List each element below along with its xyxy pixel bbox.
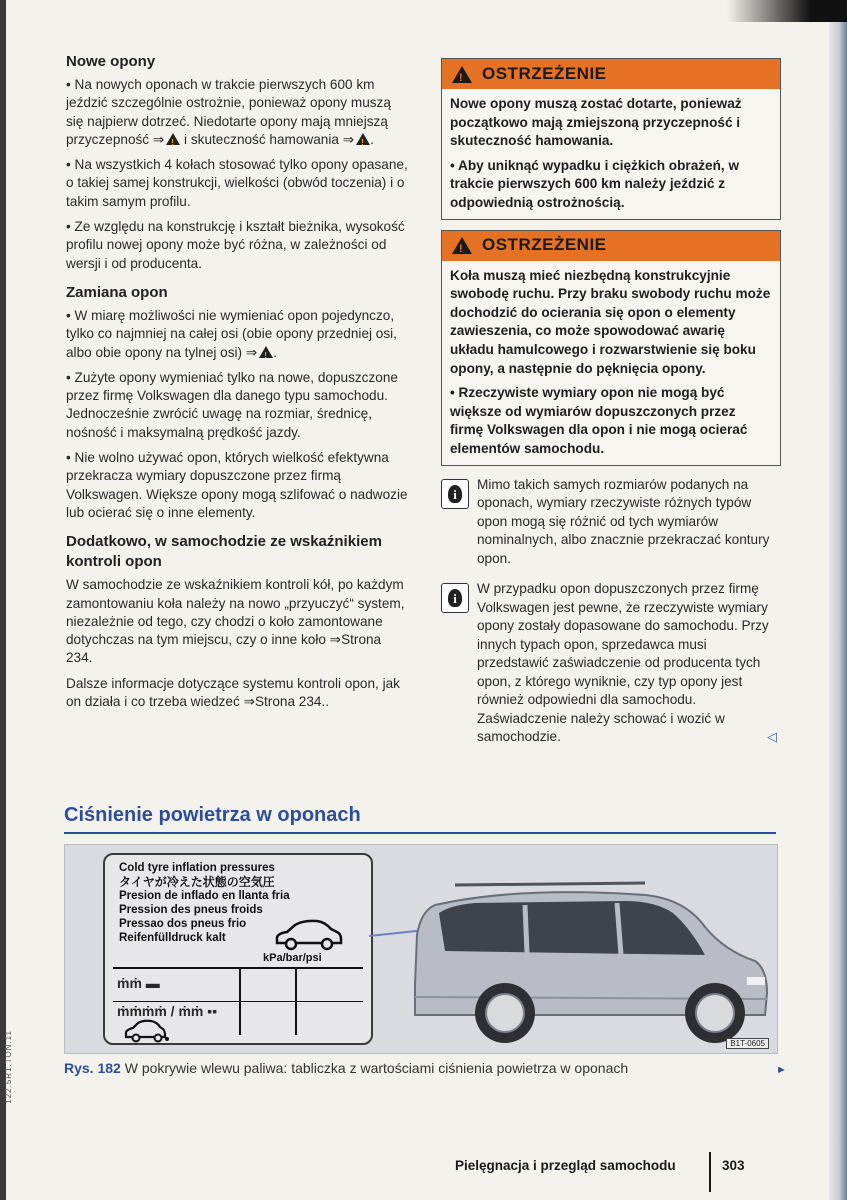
warning-triangle-icon: [452, 237, 472, 254]
car-illustration: [395, 865, 775, 1045]
section-title: Ciśnienie powietrza w oponach: [64, 804, 361, 826]
footer-chapter-title: Pielęgnacja i przegląd samochodu: [455, 1158, 676, 1173]
paragraph: Dalsze informacje dotyczące systemu kontroli opon, jak on działa i co trzeba wiedzeć ⇒Strona 234..: [66, 675, 400, 710]
heading-new-tyres: Nowe opony: [66, 53, 156, 70]
paragraph: • Ze względu na konstrukcję i kształt bieżnika, wysokość profilu nowej opony może być różna, w zależności od wersji i od producenta.: [66, 219, 405, 271]
paragraph: • Nie wolno używać opon, których wielkość efektywna przekracza wymiary dopuszczone przez firmą Volkswagen. Większe opony mogą szlifować o nadwozie lub ocierać się o inne elementy.: [66, 450, 408, 520]
warning-box-2: [441, 230, 781, 466]
info-box-1: [441, 476, 781, 569]
page-number: 303: [722, 1158, 745, 1173]
figure-tyre-pressure: [64, 844, 778, 1054]
warning-header: ! OSTRZEŻENIE: [442, 231, 780, 261]
warning-text: Koła muszą mieć niezbędną konstrukcyjnie swobodę ruchu. Przy braku swobody ruchu może dochodzić do ocierania się opon o elementy zawieszenia, co może spowodować awarię układu hamulcowego i rozwarstwienie się boku opony, a następnie do pęknięcia opony.: [450, 267, 771, 376]
page-edge: [829, 0, 847, 1200]
figure-number: Rys. 182: [64, 1060, 121, 1076]
label-text: Cold tyre inflation pressures タイヤが冷えた状態の空気圧 Presion de inflado en llanta fria Pression des pneus froids Pressao dos pneus frio Reifenfülldruck kalt: [119, 862, 290, 944]
warning-body: [442, 261, 780, 465]
warning-text: Nowe opony muszą zostać dotarte, ponieważ początkowo mają zmiejszoną przyczepność i skuteczność hamowania.: [450, 96, 742, 149]
info-text: W przypadku opon dopuszczonych przez firmę Volkswagen jest pewne, że rzeczywiste wymiary opony zostały dopasowane do samochodu. Przy innych typach opon, sprzedawca musi przedstawić zaświadczenie od producenta tych opon, z którego wyniknie, czy typ opony jest również odpowiedni dla samochodu. Zaświadczenie należy schować i wozić w samochodzie.: [477, 581, 769, 744]
paragraph: • W miarę możliwości nie wymieniać opon pojedynczo, tylko co najmniej na całej osi (obie opony przedniej osi, albo obie opony na tylnej osi) ⇒! .: [66, 307, 411, 362]
heading-tyre-monitor: Dodatkowo, w samochodzie ze wskaźnikiem kontroli opon: [66, 533, 382, 571]
load-light-icon: ṁṁ ▬: [117, 975, 160, 991]
warning-box-1: [441, 58, 781, 220]
table-rule: [113, 967, 363, 969]
right-column: [441, 58, 781, 759]
warning-text: • Aby uniknąć wypadku i ciężkich obrażeń, w trakcie pierwszych 600 km należy jeździć z odpowiednią ostrożnością.: [450, 157, 740, 210]
paragraph: • Zużyte opony wymieniać tylko na nowe, dopuszczone przez firmę Volkswagen dla danego typu samochodu. Jednocześnie zwrócić uwagę na rozmiar, średnicę, nośność i maksymalną prędkość jazdy.: [66, 369, 398, 440]
table-rule: [295, 967, 297, 1035]
warning-header: ! OSTRZEŻENIE: [442, 59, 780, 89]
warning-triangle-icon: [452, 66, 472, 83]
info-icon: i: [441, 583, 469, 613]
eco-car-icon: [123, 1019, 169, 1043]
section-divider: [64, 832, 776, 834]
next-arrow-icon[interactable]: ►: [776, 1064, 787, 1076]
side-code: 122.5R1.TON.11: [4, 1030, 13, 1104]
footer-divider: [709, 1152, 711, 1192]
car-outline-icon: [273, 917, 343, 951]
left-column: [66, 52, 411, 718]
info-box-2: [441, 580, 781, 747]
info-text: Mimo takich samych rozmiarów podanych na oponach, wymiary rzeczywiste różnych typów opon mogą się różnić od tych wymiarów nominalnych, albo znacznie przekraczać kontury opon.: [477, 476, 770, 566]
warning-icon: [166, 133, 180, 145]
paragraph: • Na nowych oponach w trakcie pierwszych 600 km jeździć szczególnie ostrożnie, ponieważ opony muszą się najpierw dotrzeć. Niedotarte opony mają mniejszą przyczepność ⇒! i skuteczność hamowania ⇒! .: [66, 76, 411, 149]
warning-text: • Rzeczywiste wymiary opon nie mogą być większe od wymiarów dopuszczonych przez firmę Volkswagen dla opon i nie mogą ocierać elementów samochodu.: [450, 385, 748, 456]
table-rule: [239, 967, 241, 1035]
figure-caption: Rys. 182 W pokrywie wlewu paliwa: tabliczka z wartościami ciśnienia powietrza w oponach: [64, 1060, 629, 1076]
load-full-icon: ṁṁṁṁ / ṁṁ ▪▪: [117, 1003, 218, 1019]
info-icon: i: [441, 479, 469, 509]
paragraph: W samochodzie ze wskaźnikiem kontroli kół, po każdym zamontowaniu koła należy na nowo „przyuczyć“ system, niezależnie od tego, czy chodzi o koło zamontowane dotychczas na tym miejscu, czy o inne koło ⇒Strona 234.: [66, 577, 405, 666]
warning-body: [442, 89, 780, 219]
page-corner-shadow: [727, 0, 847, 22]
table-rule: [113, 1001, 363, 1002]
heading-tyre-change: Zamiana opon: [66, 283, 168, 301]
back-arrow-icon[interactable]: ◁: [767, 729, 777, 744]
page-binding: [0, 0, 6, 1200]
figure-code: B1T-0605: [726, 1038, 769, 1049]
tyre-pressure-label: [103, 853, 373, 1045]
warning-icon: [356, 133, 370, 145]
pressure-unit: kPa/bar/psi: [263, 952, 322, 964]
warning-icon: [259, 346, 273, 358]
paragraph: • Na wszystkich 4 kołach stosować tylko opony opasane, o takiej samej konstrukcji, wielkości (obwód toczenia) i o takim samym profilu.: [66, 157, 408, 209]
